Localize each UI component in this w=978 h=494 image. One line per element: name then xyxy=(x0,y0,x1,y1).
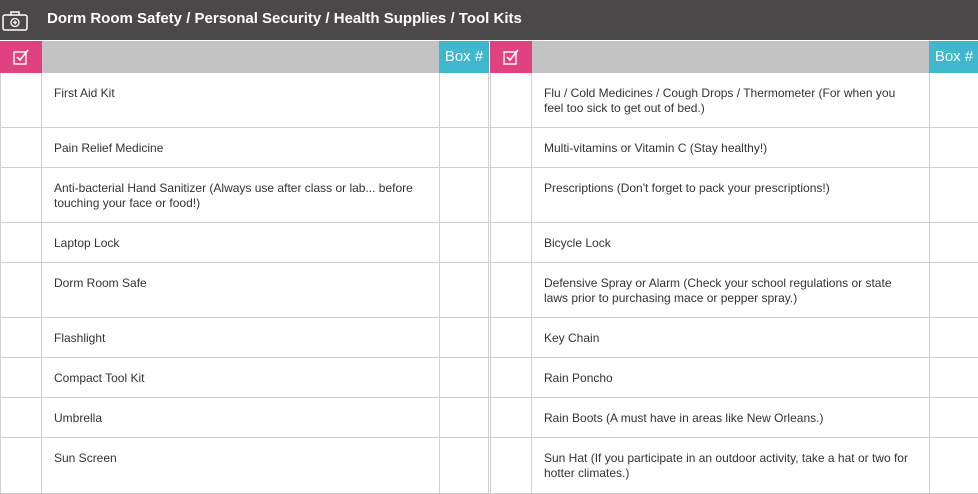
box-number-field[interactable] xyxy=(929,168,978,222)
first-aid-kit-icon xyxy=(2,9,28,31)
row-checkbox[interactable] xyxy=(0,223,42,262)
row-checkbox[interactable] xyxy=(0,128,42,167)
box-number-field[interactable] xyxy=(929,318,978,357)
table-row xyxy=(0,318,490,358)
row-checkbox[interactable] xyxy=(490,398,532,437)
checklist-left xyxy=(0,41,490,494)
box-number-field[interactable] xyxy=(439,128,489,167)
item-label: Key Chain xyxy=(544,331,600,345)
item-label: Laptop Lock xyxy=(54,236,120,250)
table-row xyxy=(490,263,978,318)
box-number-field[interactable] xyxy=(439,263,489,317)
row-checkbox[interactable] xyxy=(0,168,42,222)
table-row xyxy=(0,128,490,168)
row-checkbox[interactable] xyxy=(490,168,532,222)
row-checkbox[interactable] xyxy=(0,358,42,397)
row-checkbox[interactable] xyxy=(0,398,42,437)
row-checkbox[interactable] xyxy=(0,438,42,493)
row-checkbox[interactable] xyxy=(0,318,42,357)
table-row xyxy=(0,438,490,494)
box-number-field[interactable] xyxy=(439,73,489,127)
table-row xyxy=(0,263,490,318)
box-column-header: Box # xyxy=(929,41,978,73)
row-checkbox[interactable] xyxy=(490,128,532,167)
table-row xyxy=(490,358,978,398)
check-column-header xyxy=(490,41,532,73)
item-label: Umbrella xyxy=(54,411,103,425)
item-label: Multi-vitamins or Vitamin C (Stay healthy!) xyxy=(544,141,768,155)
box-column-header: Box # xyxy=(439,41,489,73)
box-number-field[interactable] xyxy=(439,318,489,357)
item-label: Defensive Spray or Alarm (Check your school regulations or state laws prior to purchasing mace or pepper spray.) xyxy=(544,276,892,305)
table-row xyxy=(490,128,978,168)
table-row xyxy=(0,73,490,128)
row-checkbox[interactable] xyxy=(490,318,532,357)
box-number-field[interactable] xyxy=(439,223,489,262)
box-number-field[interactable] xyxy=(929,223,978,262)
row-checkbox[interactable] xyxy=(490,73,532,127)
table-row xyxy=(0,358,490,398)
checkbox-icon xyxy=(503,49,519,65)
title-bar xyxy=(0,0,978,40)
checkbox-icon xyxy=(13,49,29,65)
item-label: Rain Poncho xyxy=(544,371,613,385)
item-column-header xyxy=(532,41,929,73)
table-row xyxy=(490,73,978,128)
item-label: Flu / Cold Medicines / Cough Drops / Thermometer (For when you feel too sick to get out of bed.) xyxy=(544,86,896,115)
box-number-field[interactable] xyxy=(929,398,978,437)
checklist-right xyxy=(490,41,978,494)
row-checkbox[interactable] xyxy=(490,358,532,397)
item-label: First Aid Kit xyxy=(54,86,115,100)
item-label: Flashlight xyxy=(54,331,106,345)
box-number-field[interactable] xyxy=(929,438,978,493)
table-row xyxy=(490,168,978,223)
table-row xyxy=(490,398,978,438)
table-row xyxy=(490,318,978,358)
row-checkbox[interactable] xyxy=(490,438,532,493)
item-label: Bicycle Lock xyxy=(544,236,611,250)
box-number-field[interactable] xyxy=(439,398,489,437)
item-label: Prescriptions (Don't forget to pack your prescriptions!) xyxy=(544,181,830,195)
table-row xyxy=(0,223,490,263)
box-number-field[interactable] xyxy=(929,263,978,317)
item-label: Sun Screen xyxy=(54,451,117,465)
item-label: Sun Hat (If you participate in an outdoor activity, take a hat or two for hotter climates.) xyxy=(544,451,908,480)
item-label: Anti-bacterial Hand Sanitizer (Always use after class or lab... before touching your face or food!) xyxy=(54,181,413,210)
box-number-field[interactable] xyxy=(929,73,978,127)
page-title: Dorm Room Safety / Personal Security / Health Supplies / Tool Kits xyxy=(47,10,522,27)
table-row xyxy=(0,398,490,438)
table-row xyxy=(490,438,978,494)
row-checkbox[interactable] xyxy=(0,73,42,127)
box-number-field[interactable] xyxy=(439,438,489,493)
box-number-field[interactable] xyxy=(929,128,978,167)
box-number-field[interactable] xyxy=(439,168,489,222)
row-checkbox[interactable] xyxy=(0,263,42,317)
row-checkbox[interactable] xyxy=(490,263,532,317)
item-label: Pain Relief Medicine xyxy=(54,141,164,155)
box-number-field[interactable] xyxy=(929,358,978,397)
item-label: Compact Tool Kit xyxy=(54,371,145,385)
item-label: Dorm Room Safe xyxy=(54,276,147,290)
item-column-header xyxy=(42,41,439,73)
check-column-header xyxy=(0,41,42,73)
box-number-field[interactable] xyxy=(439,358,489,397)
table-row xyxy=(490,223,978,263)
table-row xyxy=(0,168,490,223)
row-checkbox[interactable] xyxy=(490,223,532,262)
item-label: Rain Boots (A must have in areas like New Orleans.) xyxy=(544,411,824,425)
